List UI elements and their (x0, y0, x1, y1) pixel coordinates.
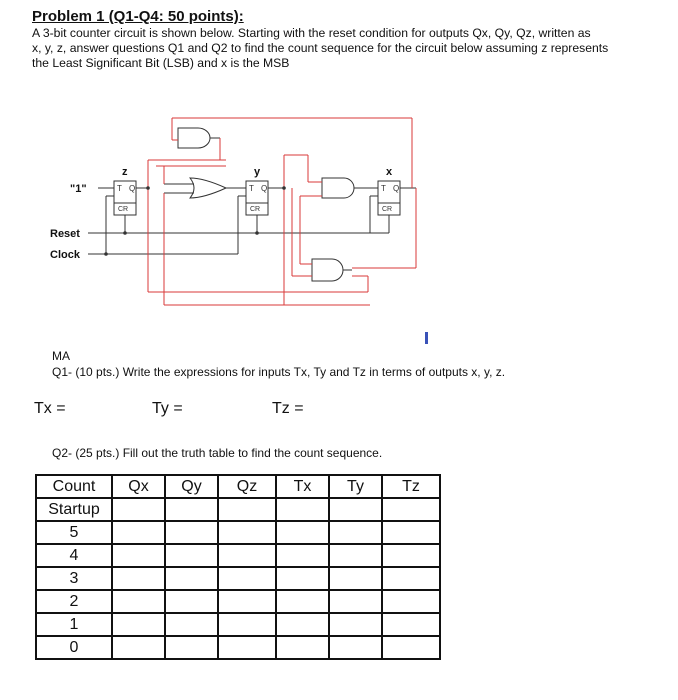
flipflop-x-pin-t: T (381, 184, 386, 193)
table-cell[interactable] (165, 567, 218, 590)
description-line-3: the Least Significant Bit (LSB) and x is the MSB (32, 56, 290, 70)
row-count-label: 4 (36, 544, 112, 567)
table-cell[interactable] (165, 544, 218, 567)
table-cell[interactable] (112, 544, 165, 567)
table-cell[interactable] (112, 498, 165, 521)
table-cell[interactable] (112, 521, 165, 544)
table-cell[interactable] (165, 498, 218, 521)
and-gate-top (178, 128, 210, 148)
ma-label: MA (52, 349, 70, 363)
counter-circuit-diagram (0, 0, 678, 340)
truth-table (35, 474, 441, 660)
flipflop-z-pin-t: T (117, 184, 122, 193)
flipflop-z-pin-q: Q (129, 184, 136, 193)
row-count-label: 3 (36, 567, 112, 590)
and-gate-right (322, 178, 354, 198)
header-count: Count (36, 475, 112, 498)
table-cell[interactable] (276, 567, 329, 590)
table-cell[interactable] (218, 498, 276, 521)
row-count-label: Startup (36, 498, 112, 521)
constant-one-label: "1" (70, 183, 87, 195)
table-cell[interactable] (112, 636, 165, 659)
reset-label: Reset (50, 228, 80, 240)
table-cell[interactable] (382, 567, 440, 590)
table-cell[interactable] (382, 613, 440, 636)
q2-question: Q2- (25 pts.) Fill out the truth table to find the count sequence. (52, 446, 383, 460)
header-qy: Qy (165, 475, 218, 498)
table-cell[interactable] (329, 521, 382, 544)
table-cell[interactable] (276, 498, 329, 521)
row-count-label: 1 (36, 613, 112, 636)
flipflop-x-pin-q: Q (393, 184, 400, 193)
table-cell[interactable] (329, 567, 382, 590)
flipflop-y-pin-cr: CR (250, 206, 261, 213)
table-cell[interactable] (112, 590, 165, 613)
row-count-label: 0 (36, 636, 112, 659)
header-tz: Tz (382, 475, 440, 498)
row-count-label: 2 (36, 590, 112, 613)
tx-expression: Tx = (34, 400, 66, 417)
table-cell[interactable] (218, 613, 276, 636)
flipflop-y-output-label: y (254, 166, 261, 178)
table-cell[interactable] (112, 567, 165, 590)
table-row (36, 636, 440, 659)
q1-question: Q1- (10 pts.) Write the expressions for inputs Tx, Ty and Tz in terms of outputs x, y, z. (52, 365, 506, 379)
row-count-label: 5 (36, 521, 112, 544)
flipflop-x-pin-cr: CR (382, 206, 393, 213)
header-ty: Ty (329, 475, 382, 498)
table-cell[interactable] (329, 590, 382, 613)
clock-label: Clock (50, 249, 80, 261)
table-row (36, 544, 440, 567)
table-cell[interactable] (276, 590, 329, 613)
flipflop-y-pin-q: Q (261, 184, 268, 193)
q1-block (52, 348, 505, 380)
table-cell[interactable] (165, 521, 218, 544)
text-cursor-icon (425, 332, 428, 344)
table-row (36, 498, 440, 521)
table-cell[interactable] (382, 590, 440, 613)
description-line-2: x, y, z, answer questions Q1 and Q2 to find the count sequence for the circuit below assuming z represents (32, 41, 609, 55)
table-cell[interactable] (276, 544, 329, 567)
flipflop-z-pin-cr: CR (118, 206, 129, 213)
table-cell[interactable] (218, 544, 276, 567)
flipflop-y-pin-t: T (249, 184, 254, 193)
table-cell[interactable] (276, 613, 329, 636)
table-cell[interactable] (329, 636, 382, 659)
table-row (36, 567, 440, 590)
table-cell[interactable] (276, 521, 329, 544)
header-qz: Qz (218, 475, 276, 498)
table-row (36, 590, 440, 613)
table-cell[interactable] (276, 636, 329, 659)
table-cell[interactable] (218, 636, 276, 659)
table-cell[interactable] (329, 498, 382, 521)
table-cell[interactable] (165, 590, 218, 613)
ty-expression: Ty = (152, 400, 183, 417)
table-cell[interactable] (382, 498, 440, 521)
table-cell[interactable] (165, 613, 218, 636)
header-qx: Qx (112, 475, 165, 498)
or-gate (190, 178, 226, 198)
table-row (36, 613, 440, 636)
table-row (36, 521, 440, 544)
table-cell[interactable] (112, 613, 165, 636)
table-cell[interactable] (382, 544, 440, 567)
and-gate-bottom (312, 259, 343, 281)
description-line-1: A 3-bit counter circuit is shown below. Starting with the reset condition for outputs Qx, Qy, Qz, written as (32, 26, 591, 40)
table-cell[interactable] (218, 590, 276, 613)
flipflop-z-output-label: z (122, 166, 128, 178)
table-cell[interactable] (382, 636, 440, 659)
flipflop-x-output-label: x (386, 166, 393, 178)
tz-expression: Tz = (272, 400, 304, 417)
table-cell[interactable] (165, 636, 218, 659)
table-cell[interactable] (218, 567, 276, 590)
header-tx: Tx (276, 475, 329, 498)
table-cell[interactable] (329, 613, 382, 636)
table-cell[interactable] (382, 521, 440, 544)
table-cell[interactable] (329, 544, 382, 567)
truth-table-header (36, 475, 440, 498)
table-cell[interactable] (218, 521, 276, 544)
problem-title: Problem 1 (Q1-Q4: 50 points): (32, 8, 244, 25)
